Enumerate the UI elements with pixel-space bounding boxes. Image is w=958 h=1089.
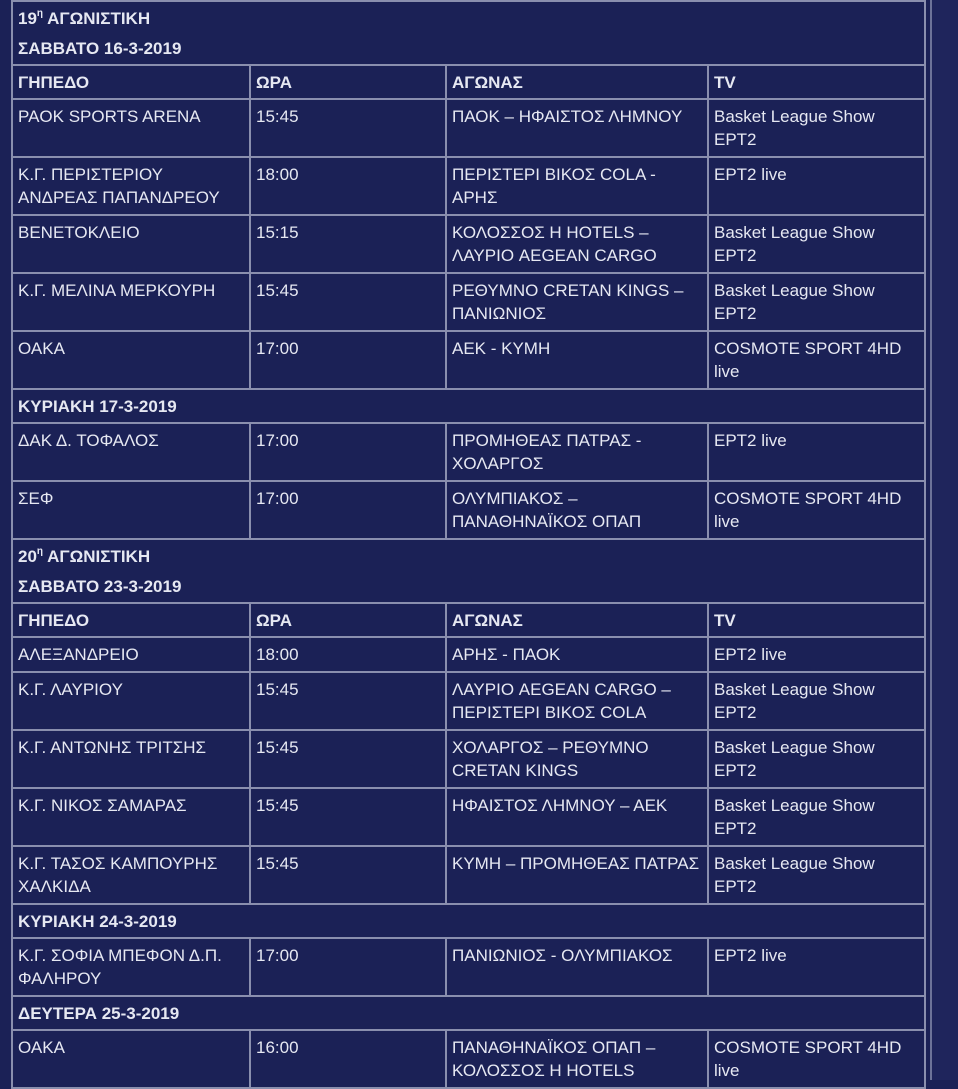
venue-cell: Κ.Γ. ΤΑΣΟΣ ΚΑΜΠΟΥΡΗΣ ΧΑΛΚΙΔΑ <box>12 846 250 904</box>
venue-cell: Κ.Γ. ΜΕΛΙΝΑ ΜΕΡΚΟΥΡΗ <box>12 273 250 331</box>
table-row <box>12 99 925 157</box>
header-tv: TV <box>708 65 925 99</box>
column-headers <box>12 65 925 99</box>
round-header <box>12 1 925 65</box>
tv-cell: Basket League Show ΕΡΤ2 <box>708 672 925 730</box>
round-title-cell <box>12 539 925 603</box>
tv-cell: ΕΡΤ2 live <box>708 157 925 215</box>
venue-cell: Κ.Γ. ΣΟΦΙΑ ΜΠΕΦΟΝ Δ.Π. ΦΑΛΗΡΟΥ <box>12 938 250 996</box>
time-cell: 17:00 <box>250 481 446 539</box>
tv-cell: ΕΡΤ2 live <box>708 637 925 672</box>
day-date: ΚΥΡΙΑΚΗ 17-3-2019 <box>12 389 925 423</box>
round-title: $19^\eta$ ΑΓΩΝΙΣΤΙΚΗ <box>18 8 151 28</box>
header-time: ΩΡΑ <box>250 603 446 637</box>
venue-cell: PAOK SPORTS ARENA <box>12 99 250 157</box>
time-cell: 17:00 <box>250 331 446 389</box>
tv-cell: Basket League Show ΕΡΤ2 <box>708 99 925 157</box>
tv-cell: ΕΡΤ2 live <box>708 938 925 996</box>
table-row <box>12 1030 925 1088</box>
round-title-cell <box>12 1 925 65</box>
tv-cell: Basket League Show ΕΡΤ2 <box>708 215 925 273</box>
time-cell: 18:00 <box>250 637 446 672</box>
column-headers <box>12 603 925 637</box>
day-header <box>12 904 925 938</box>
table-row <box>12 215 925 273</box>
venue-cell: ΣΕΦ <box>12 481 250 539</box>
match-cell: ΠΑΝΑΘΗΝΑΪΚΟΣ ΟΠΑΠ – ΚΟΛΟΣΣΟΣ Η HOTELS <box>446 1030 708 1088</box>
match-cell: ΠΑΟΚ – ΗΦΑΙΣΤΟΣ ΛΗΜΝΟΥ <box>446 99 708 157</box>
table-row <box>12 788 925 846</box>
day-date: ΔΕΥΤΕΡΑ 25-3-2019 <box>12 996 925 1030</box>
round-title: $20^\eta$ ΑΓΩΝΙΣΤΙΚΗ <box>18 546 151 566</box>
venue-cell: ΔΑΚ Δ. ΤΟΦΑΛΟΣ <box>12 423 250 481</box>
tv-cell: COSMOTE SPORT 4HD live <box>708 481 925 539</box>
table-row <box>12 938 925 996</box>
day-date: ΚΥΡΙΑΚΗ 24-3-2019 <box>12 904 925 938</box>
match-cell: ΑΕΚ - ΚΥΜΗ <box>446 331 708 389</box>
header-tv: TV <box>708 603 925 637</box>
match-cell: ΧΟΛΑΡΓΟΣ – ΡΕΘΥΜΝΟ CRETAN KINGS <box>446 730 708 788</box>
venue-cell: Κ.Γ. ΛΑΥΡΙΟΥ <box>12 672 250 730</box>
table-row <box>12 481 925 539</box>
time-cell: 17:00 <box>250 938 446 996</box>
header-venue: ΓΗΠΕΔΟ <box>12 603 250 637</box>
venue-cell: ΑΛΕΞΑΝΔΡΕΙΟ <box>12 637 250 672</box>
page-side-strip <box>930 0 958 1080</box>
tv-cell: COSMOTE SPORT 4HD live <box>708 1030 925 1088</box>
match-cell: ΠΑΝΙΩΝΙΟΣ - ΟΛΥΜΠΙΑΚΟΣ <box>446 938 708 996</box>
time-cell: 15:45 <box>250 99 446 157</box>
venue-cell: Κ.Γ. ΝΙΚΟΣ ΣΑΜΑΡΑΣ <box>12 788 250 846</box>
header-venue: ΓΗΠΕΔΟ <box>12 65 250 99</box>
day-date: ΣΑΒΒΑΤΟ 16-3-2019 <box>18 39 182 58</box>
match-cell: ΚΥΜΗ – ΠΡΟΜΗΘΕΑΣ ΠΑΤΡΑΣ <box>446 846 708 904</box>
time-cell: 15:45 <box>250 672 446 730</box>
tv-cell: Basket League Show ΕΡΤ2 <box>708 846 925 904</box>
match-cell: ΡΕΘΥΜΝΟ CRETAN KINGS – ΠΑΝΙΩΝΙΟΣ <box>446 273 708 331</box>
table-row <box>12 157 925 215</box>
match-cell: ΗΦΑΙΣΤΟΣ ΛΗΜΝΟΥ – ΑΕΚ <box>446 788 708 846</box>
day-header <box>12 389 925 423</box>
match-cell: ΠΕΡΙΣΤΕΡΙ ΒΙΚΟΣ COLA - ΑΡΗΣ <box>446 157 708 215</box>
venue-cell: Κ.Γ. ΠΕΡΙΣΤΕΡΙΟΥ ΑΝΔΡΕΑΣ ΠΑΠΑΝΔΡΕΟΥ <box>12 157 250 215</box>
match-cell: ΠΡΟΜΗΘΕΑΣ ΠΑΤΡΑΣ - ΧΟΛΑΡΓΟΣ <box>446 423 708 481</box>
match-cell: ΟΛΥΜΠΙΑΚΟΣ – ΠΑΝΑΘΗΝΑΪΚΟΣ ΟΠΑΠ <box>446 481 708 539</box>
time-cell: 15:45 <box>250 273 446 331</box>
tv-cell: Basket League Show ΕΡΤ2 <box>708 730 925 788</box>
header-time: ΩΡΑ <box>250 65 446 99</box>
tv-cell: Basket League Show ΕΡΤ2 <box>708 788 925 846</box>
schedule-table <box>11 0 926 1089</box>
round-header <box>12 539 925 603</box>
table-row <box>12 846 925 904</box>
venue-cell: Κ.Γ. ΑΝΤΩΝΗΣ ΤΡΙΤΣΗΣ <box>12 730 250 788</box>
venue-cell: ΒΕΝΕΤΟΚΛΕΙΟ <box>12 215 250 273</box>
time-cell: 16:00 <box>250 1030 446 1088</box>
table-row <box>12 331 925 389</box>
venue-cell: ΟΑΚΑ <box>12 1030 250 1088</box>
table-row <box>12 672 925 730</box>
tv-cell: Basket League Show ΕΡΤ2 <box>708 273 925 331</box>
time-cell: 15:45 <box>250 788 446 846</box>
time-cell: 15:15 <box>250 215 446 273</box>
header-match: ΑΓΩΝΑΣ <box>446 65 708 99</box>
table-row <box>12 730 925 788</box>
match-cell: ΛΑΥΡΙΟ AEGEAN CARGO – ΠΕΡΙΣΤΕΡΙ ΒΙΚΟΣ COLA <box>446 672 708 730</box>
match-cell: ΑΡΗΣ - ΠΑΟΚ <box>446 637 708 672</box>
venue-cell: ΟΑΚΑ <box>12 331 250 389</box>
tv-cell: COSMOTE SPORT 4HD live <box>708 331 925 389</box>
header-match: ΑΓΩΝΑΣ <box>446 603 708 637</box>
table-row <box>12 273 925 331</box>
table-row <box>12 637 925 672</box>
time-cell: 17:00 <box>250 423 446 481</box>
day-date: ΣΑΒΒΑΤΟ 23-3-2019 <box>18 577 182 596</box>
time-cell: 15:45 <box>250 846 446 904</box>
day-header <box>12 996 925 1030</box>
time-cell: 15:45 <box>250 730 446 788</box>
tv-cell: ΕΡΤ2 live <box>708 423 925 481</box>
table-row <box>12 423 925 481</box>
time-cell: 18:00 <box>250 157 446 215</box>
match-cell: ΚΟΛΟΣΣΟΣ Η HOTELS – ΛΑΥΡΙΟ AEGEAN CARGO <box>446 215 708 273</box>
